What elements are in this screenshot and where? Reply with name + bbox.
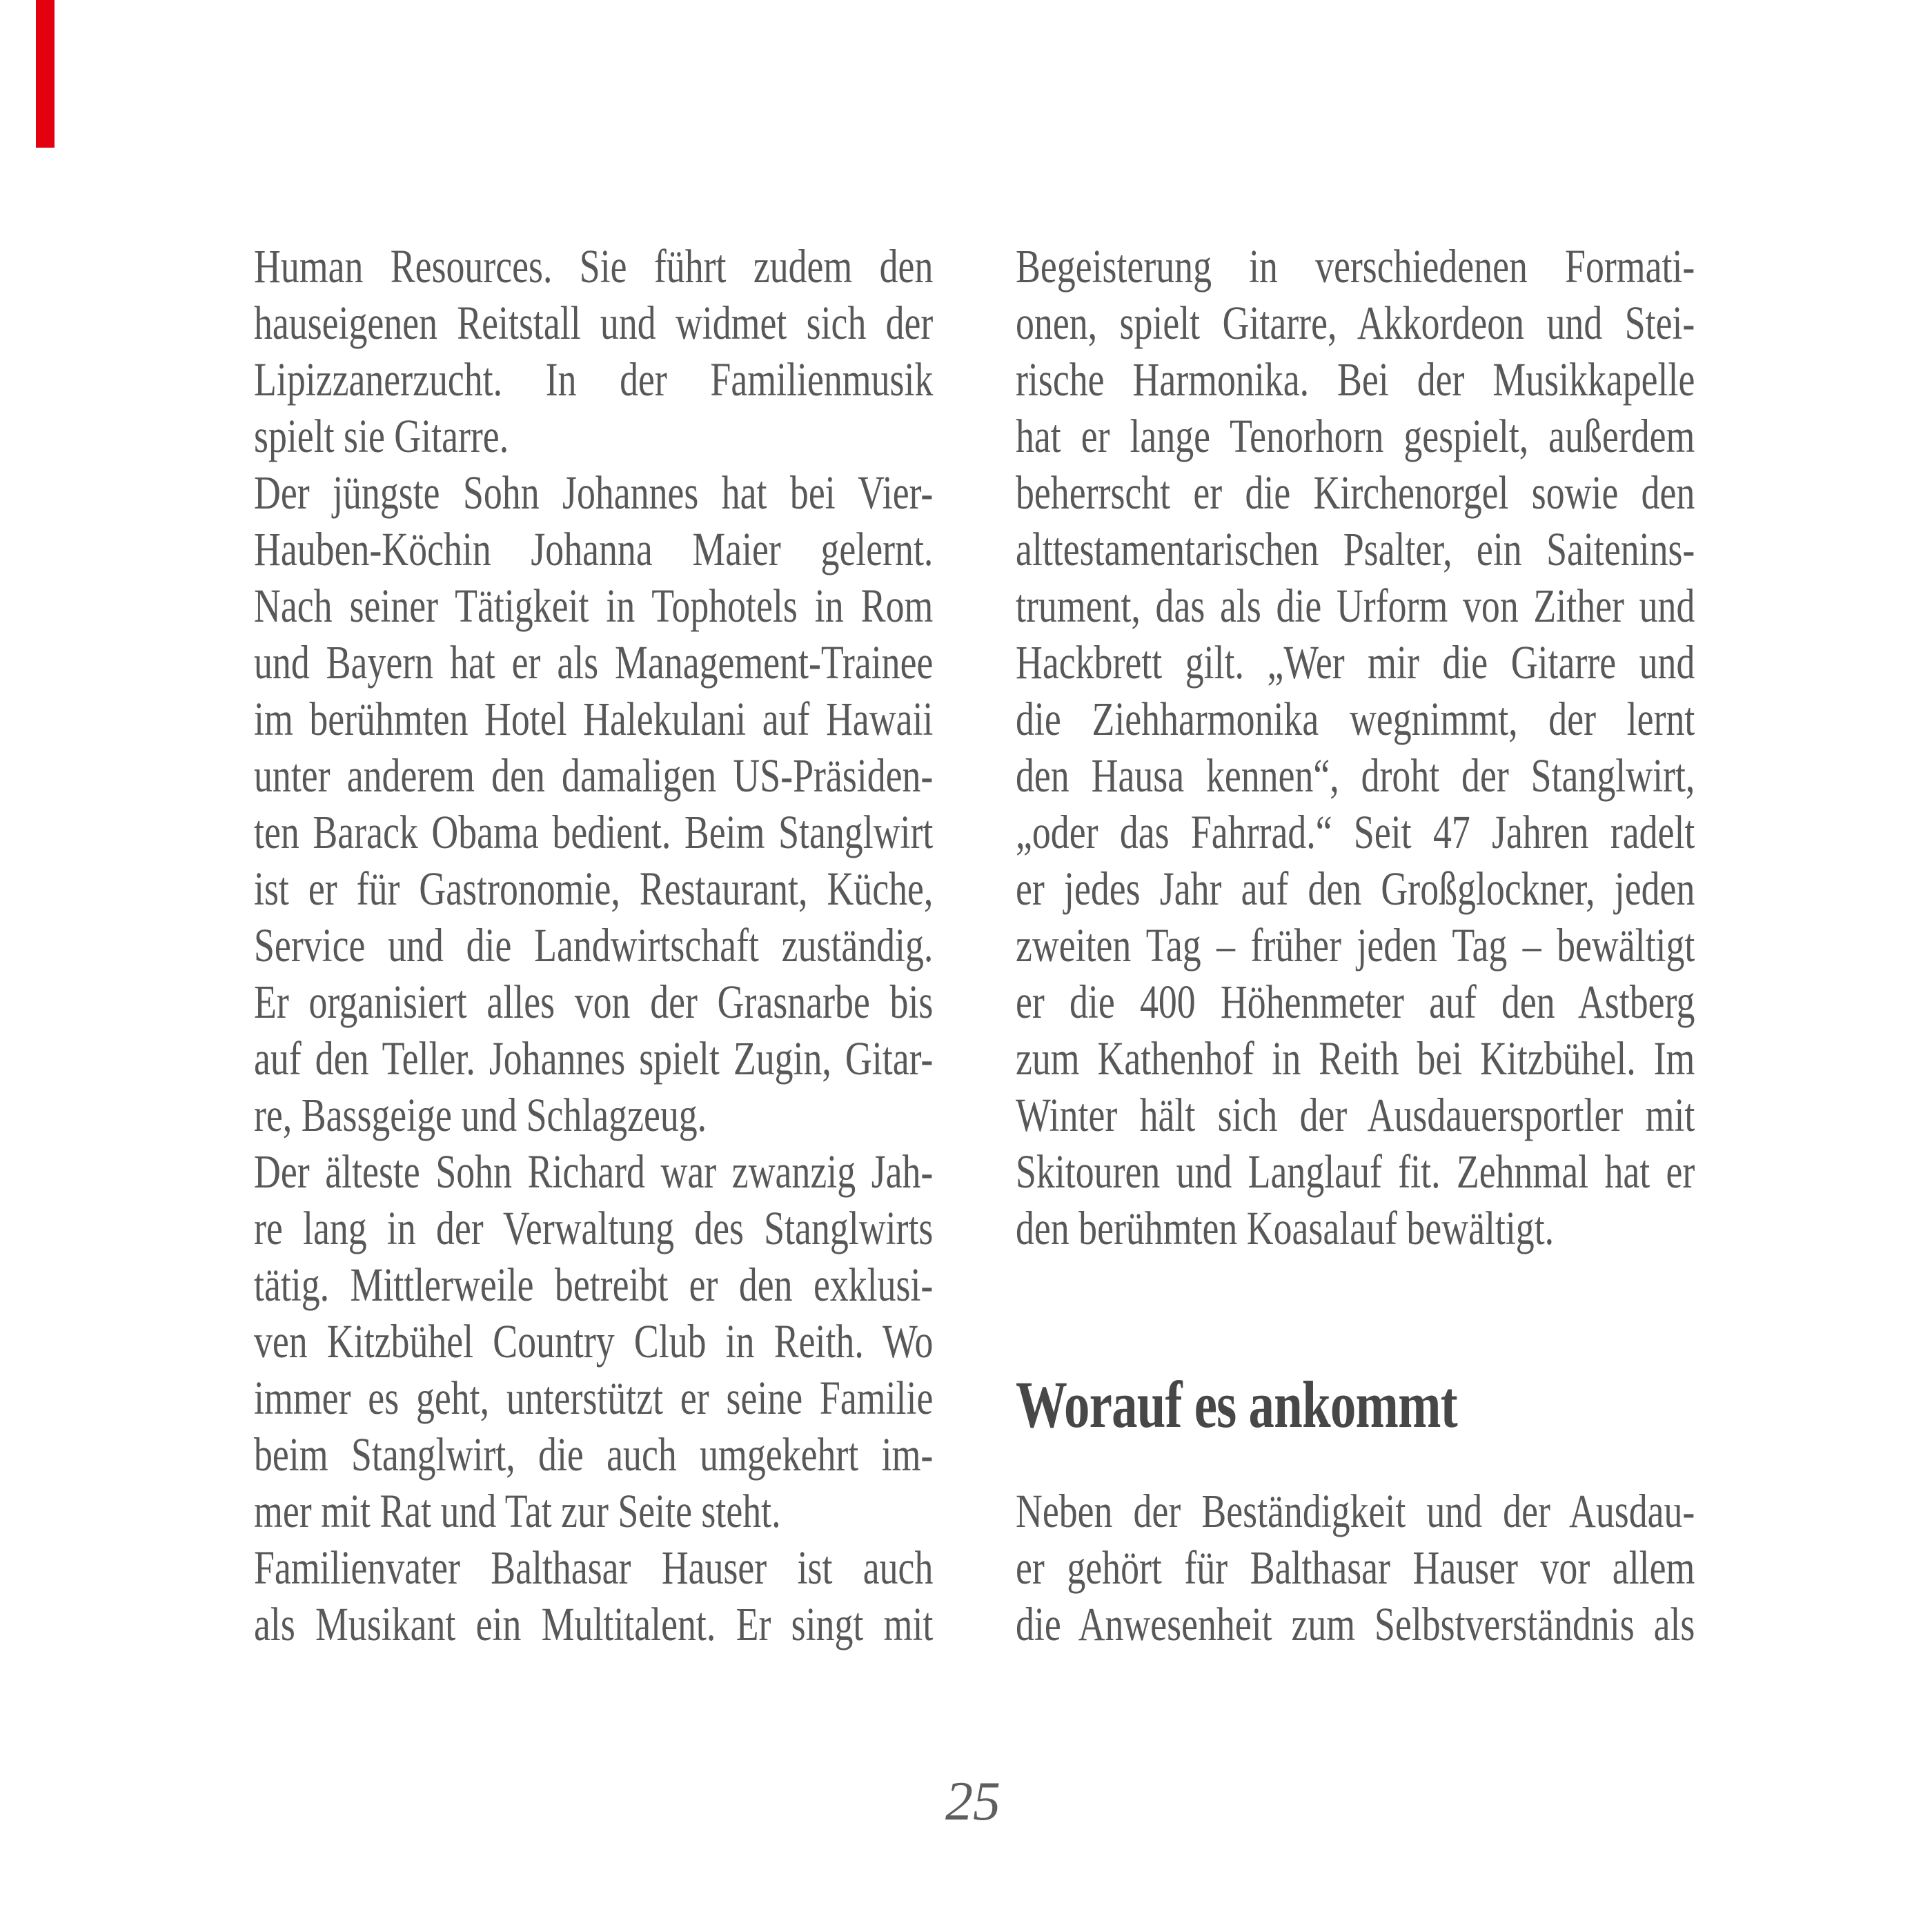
- text-column-right: [1016, 238, 1695, 1653]
- text-line: er jedes Jahr auf den Großglockner, jeden: [1016, 862, 1695, 915]
- text-line: „oder das Fahrrad.“ Seit 47 Jahren radelt: [1016, 806, 1695, 858]
- text-line: den berühmten Koasalauf bewältigt.: [1016, 1202, 1555, 1254]
- text-line: hat er lange Tenorhorn gespielt, außerdem: [1016, 410, 1695, 462]
- text-line: Nach seiner Tätigkeit in Tophotels in Rom: [254, 580, 934, 632]
- text-line: ten Barack Obama bedient. Beim Stanglwirt: [254, 806, 934, 858]
- text-line: beherrscht er die Kirchenorgel sowie den: [1016, 466, 1695, 519]
- text-line: unter anderem den damaligen US-Präsiden-: [254, 749, 934, 802]
- text-line: er gehört für Balthasar Hauser vor allem: [1016, 1541, 1695, 1594]
- text-line: alttestamentarischen Psalter, ein Saitenins-: [1016, 523, 1695, 575]
- text-line: Neben der Beständigkeit und der Ausdau-: [1016, 1485, 1695, 1537]
- text-line: ven Kitzbühel Country Club in Reith. Wo: [254, 1315, 934, 1368]
- text-line: hauseigenen Reitstall und widmet sich der: [254, 297, 934, 349]
- text-line: spielt sie Gitarre.: [254, 410, 509, 462]
- text-line: re lang in der Verwaltung des Stanglwirts: [254, 1202, 934, 1254]
- text-line: tätig. Mittlerweile betreibt er den exklusi-: [254, 1259, 934, 1311]
- text-line: re, Bassgeige und Schlagzeug.: [254, 1089, 707, 1141]
- text-line: immer es geht, unterstützt er seine Familie: [254, 1372, 934, 1424]
- section-heading: Worauf es ankommt: [1016, 1368, 1457, 1441]
- text-line: mer mit Rat und Tat zur Seite steht.: [254, 1485, 781, 1537]
- text-line: Lipizzanerzucht. In der Familienmusik: [254, 353, 934, 406]
- text-line: Hauben-Köchin Johanna Maier gelernt.: [254, 523, 934, 575]
- text-line: und Bayern hat er als Management-Trainee: [254, 636, 934, 689]
- text-line: Service und die Landwirtschaft zuständig.: [254, 919, 934, 972]
- text-column-left: [254, 238, 933, 1653]
- text-line: Der älteste Sohn Richard war zwanzig Jah-: [254, 1145, 934, 1198]
- text-line: onen, spielt Gitarre, Akkordeon und Stei-: [1016, 297, 1695, 349]
- text-line: rische Harmonika. Bei der Musikkapelle: [1016, 353, 1695, 406]
- text-line: auf den Teller. Johannes spielt Zugin, Gitar-: [254, 1032, 934, 1085]
- text-line: Hackbrett gilt. „Wer mir die Gitarre und: [1016, 636, 1695, 689]
- text-line: Begeisterung in verschiedenen Formati-: [1016, 240, 1695, 293]
- text-line: Familienvater Balthasar Hauser ist auch: [254, 1541, 934, 1594]
- text-line: Human Resources. Sie führt zudem den: [254, 240, 934, 293]
- text-line: zum Kathenhof in Reith bei Kitzbühel. Im: [1016, 1032, 1695, 1085]
- text-line: die Ziehharmonika wegnimmt, der lernt: [1016, 693, 1695, 745]
- text-line: den Hausa kennen“, droht der Stanglwirt,: [1016, 749, 1695, 802]
- text-line: Winter hält sich der Ausdauersportler mit: [1016, 1089, 1695, 1141]
- text-line: er die 400 Höhenmeter auf den Astberg: [1016, 976, 1695, 1028]
- page-number: 25: [945, 1771, 1000, 1832]
- text-line: Skitouren und Langlauf fit. Zehnmal hat er: [1016, 1145, 1695, 1198]
- text-line: die Anwesenheit zum Selbstverständnis als: [1016, 1598, 1695, 1650]
- text-line: zweiten Tag – früher jeden Tag – bewältigt: [1016, 919, 1695, 972]
- red-accent-bar: [36, 0, 55, 148]
- text-line: trument, das als die Urform von Zither und: [1016, 580, 1695, 632]
- text-line: im berühmten Hotel Halekulani auf Hawaii: [254, 693, 934, 745]
- text-line: beim Stanglwirt, die auch umgekehrt im-: [254, 1428, 934, 1481]
- text-line: Der jüngste Sohn Johannes hat bei Vier-: [254, 466, 934, 519]
- text-line: ist er für Gastronomie, Restaurant, Küche,: [254, 862, 934, 915]
- text-line: Er organisiert alles von der Grasnarbe bis: [254, 976, 934, 1028]
- text-line: als Musikant ein Multitalent. Er singt mit: [254, 1598, 934, 1650]
